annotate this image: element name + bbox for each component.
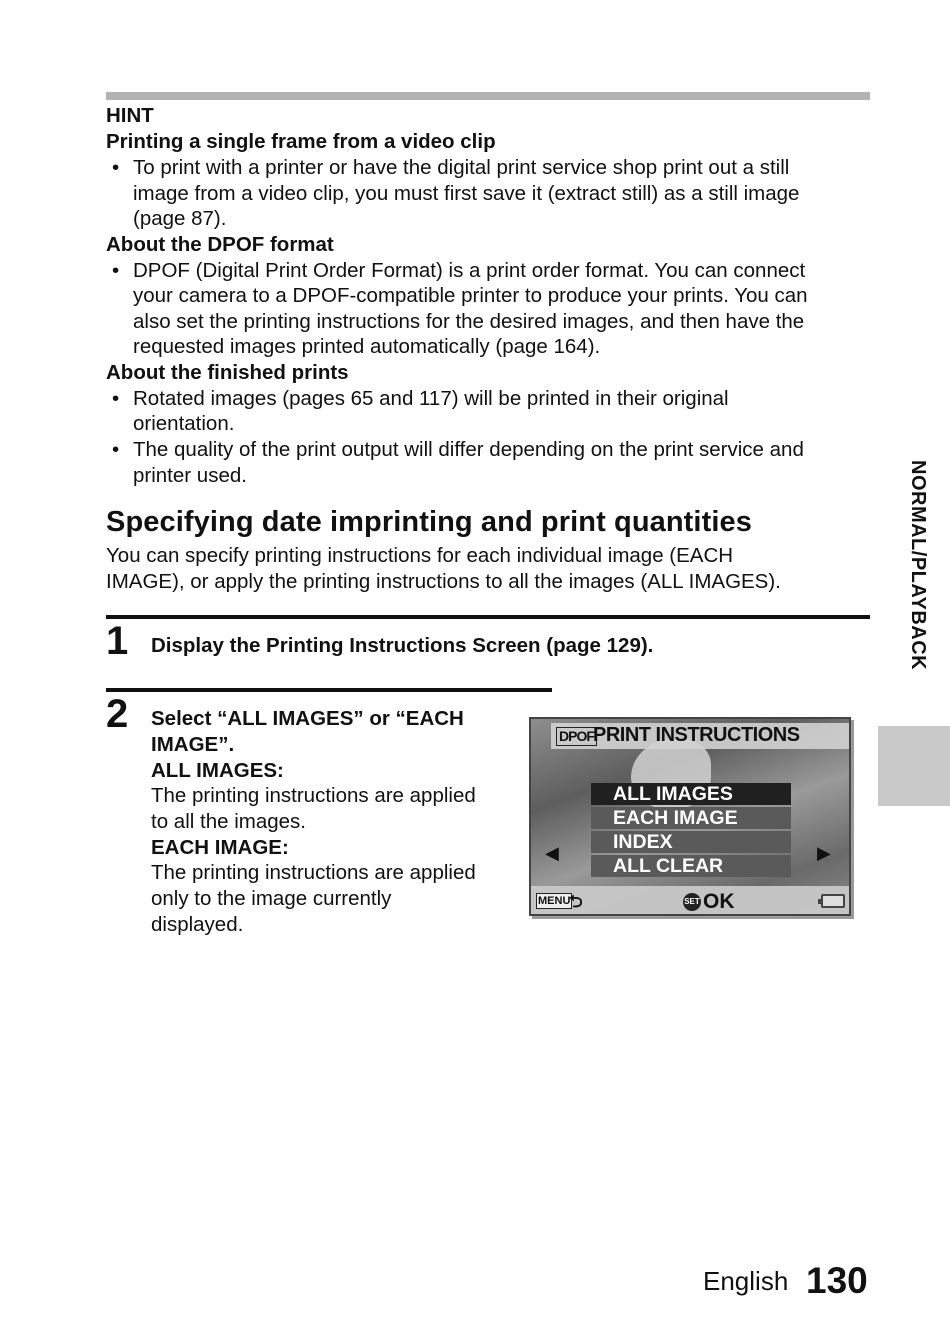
side-tab-marker <box>878 726 950 806</box>
set-icon[interactable]: SET <box>683 893 701 911</box>
battery-icon <box>821 894 845 908</box>
menu-item-all-clear[interactable]: ALL CLEAR <box>591 855 791 877</box>
hint-heading-video: Printing a single frame from a video clip <box>106 130 496 153</box>
ok-label: OK <box>703 890 735 913</box>
step-2-desc: only to the image currently <box>151 887 392 910</box>
bullet: • <box>112 259 120 282</box>
hint-text: DPOF (Digital Print Order Format) is a print order format. You can connect <box>133 259 806 282</box>
bullet: • <box>112 156 120 179</box>
menu-item-index[interactable]: INDEX <box>591 831 791 853</box>
footer-language: English <box>703 1266 789 1296</box>
hint-text: also set the printing instructions for the desired images, and then have the <box>133 310 805 333</box>
hint-text: To print with a printer or have the digital print service shop print out a still <box>133 156 790 179</box>
menu-item-each-image[interactable]: EACH IMAGE <box>591 807 791 829</box>
menu-icon[interactable]: MENU <box>538 895 571 907</box>
hint-text: (page 87). <box>133 207 227 230</box>
right-arrow-icon[interactable]: ▶ <box>817 843 831 863</box>
left-arrow-icon[interactable]: ◀ <box>545 843 559 863</box>
step-2-rule <box>106 688 552 692</box>
step-1-number: 1 <box>106 619 129 663</box>
camera-screen <box>529 717 851 916</box>
step-2-number: 2 <box>106 692 129 736</box>
step-2-desc: displayed. <box>151 913 244 936</box>
hint-heading-dpof: About the DPOF format <box>106 233 334 256</box>
step-1-text: Display the Printing Instructions Screen (page 129). <box>151 634 654 657</box>
hint-text: image from a video clip, you must first save it (extract still) as a still image <box>133 182 800 205</box>
top-rule <box>106 92 870 100</box>
hint-text: printer used. <box>133 464 247 487</box>
hint-heading-prints: About the finished prints <box>106 361 349 384</box>
hint-text: Rotated images (pages 65 and 117) will be printed in their original <box>133 387 729 410</box>
hint-text: requested images printed automatically (page 164). <box>133 335 601 358</box>
screen-title: PRINT INSTRUCTIONS <box>593 724 800 746</box>
step-2-term-each: EACH IMAGE: <box>151 836 289 859</box>
hint-text: orientation. <box>133 412 235 435</box>
step-2-term-all: ALL IMAGES: <box>151 759 284 782</box>
section-intro: IMAGE), or apply the printing instructions to all the images (ALL IMAGES). <box>106 570 781 593</box>
bullet: • <box>112 438 120 461</box>
step-2-desc: to all the images. <box>151 810 306 833</box>
bullet: • <box>112 387 120 410</box>
return-icon[interactable]: ⮌ <box>569 892 583 911</box>
step-2-desc: The printing instructions are applied <box>151 861 476 884</box>
step-1-rule <box>106 615 870 619</box>
menu-item-all-images[interactable]: ALL IMAGES <box>591 783 791 805</box>
dpof-icon: DPOF <box>556 727 597 746</box>
page-number: 130 <box>806 1260 868 1301</box>
hint-label: HINT <box>106 104 154 127</box>
step-2-title: Select “ALL IMAGES” or “EACH <box>151 707 464 730</box>
hint-text: your camera to a DPOF-compatible printer to produce your prints. You can <box>133 284 808 307</box>
section-intro: You can specify printing instructions for each individual image (EACH <box>106 544 734 567</box>
side-tab-label: NORMAL/PLAYBACK <box>907 460 929 671</box>
hint-text: The quality of the print output will differ depending on the print service and <box>133 438 804 461</box>
step-2-title: IMAGE”. <box>151 733 235 756</box>
step-2-desc: The printing instructions are applied <box>151 784 476 807</box>
section-title: Specifying date imprinting and print quantities <box>106 506 752 538</box>
